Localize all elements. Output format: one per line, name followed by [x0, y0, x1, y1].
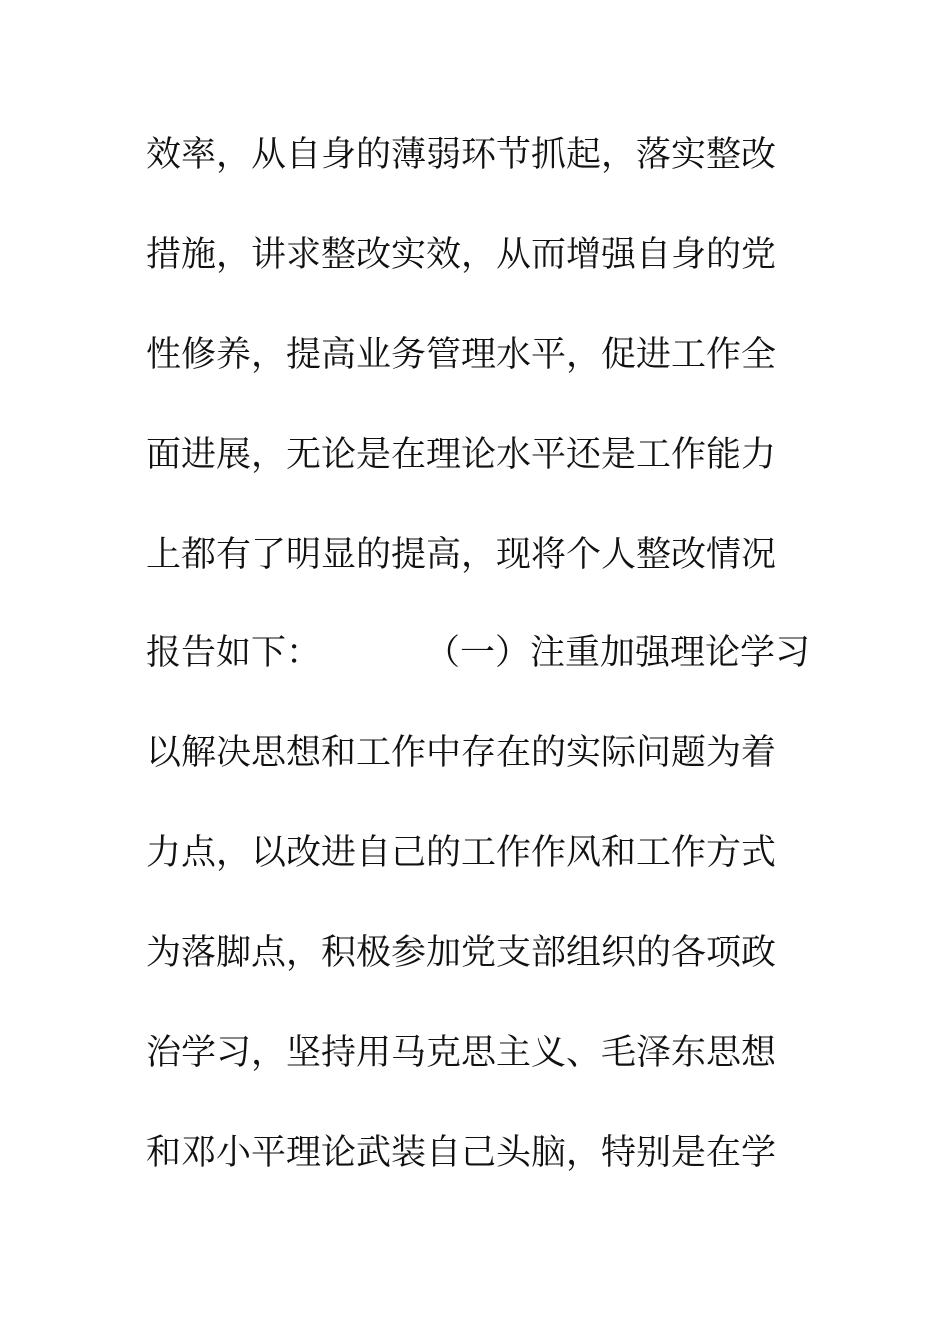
body-text-line-9: 为落脚点，积极参加党支部组织的各项政 — [146, 933, 777, 973]
body-text-line-1: 效率，从自身的薄弱环节抓起，落实整改 — [146, 135, 777, 175]
section-heading: （一）注重加强理论学习 — [425, 633, 811, 673]
body-text-line-2: 措施，讲求整改实效，从而增强自身的党 — [146, 235, 777, 275]
body-text-line-11: 和邓小平理论武装自己头脑，特别是在学 — [146, 1133, 777, 1173]
body-text-line-8: 力点，以改进自己的工作作风和工作方式 — [146, 833, 777, 873]
body-text-line-3: 性修养，提高业务管理水平，促进工作全 — [146, 335, 777, 375]
body-text-line-10: 治学习，坚持用马克思主义、毛泽东思想 — [146, 1033, 777, 1073]
body-text-line-6 — [146, 628, 811, 678]
body-text-line-7: 以解决思想和工作中存在的实际问题为着 — [146, 733, 777, 773]
report-intro-text: 报告如下： — [146, 633, 322, 673]
body-text-line-4: 面进展，无论是在理论水平还是工作能力 — [146, 435, 777, 475]
body-text-line-5: 上都有了明显的提高，现将个人整改情况 — [146, 535, 777, 575]
